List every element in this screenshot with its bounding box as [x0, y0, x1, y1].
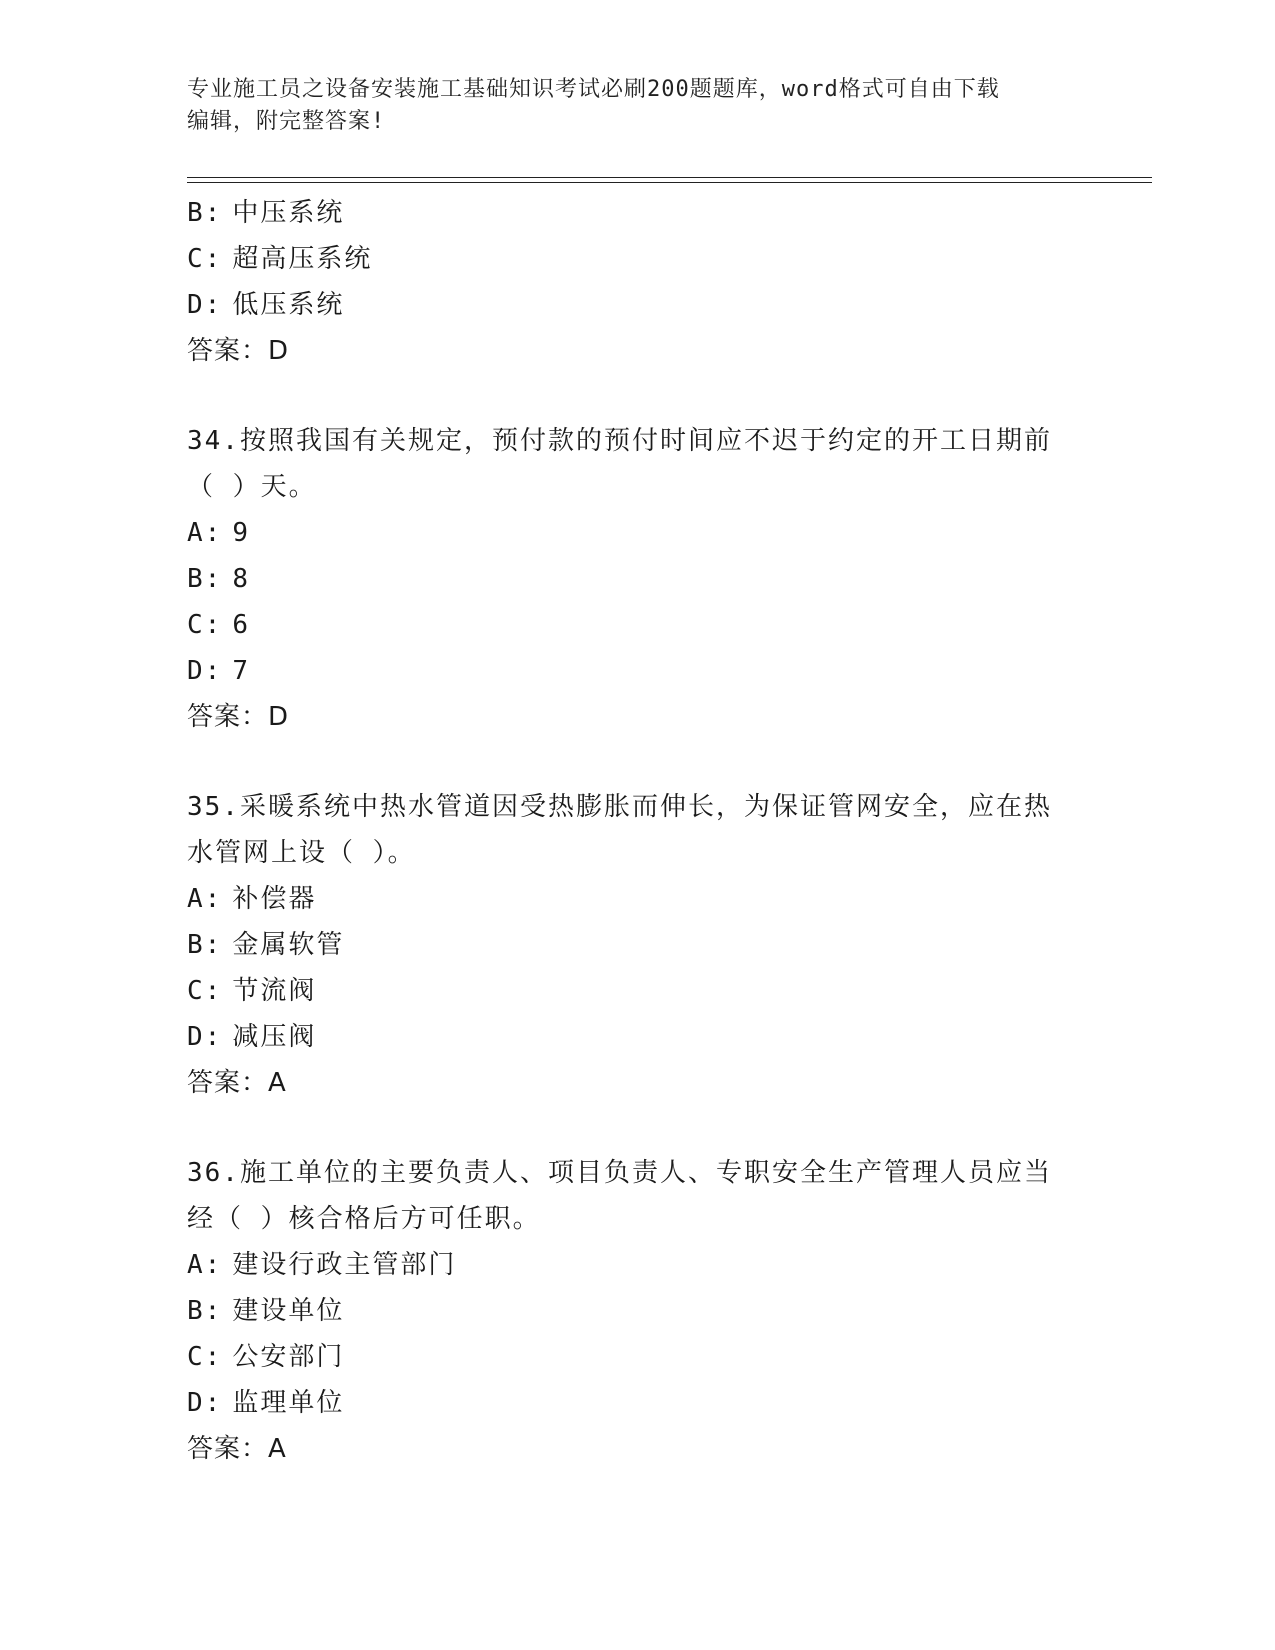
answer: 答案：D: [187, 336, 290, 366]
header-line-1: 专业施工员之设备安装施工基础知识考试必刷200题题库，word格式可自由下载: [187, 77, 1000, 102]
option-b: B: 中压系统: [187, 198, 345, 228]
option-c: C: 6: [187, 610, 250, 640]
answer: 答案：D: [187, 702, 290, 732]
question-34: [187, 418, 1087, 740]
option-d: D: 低压系统: [187, 290, 345, 320]
document-header: [187, 74, 1067, 138]
question-text-line-2: （ ）天。: [187, 472, 317, 502]
option-b: B: 8: [187, 564, 250, 594]
question-text-line-1: 34.按照我国有关规定，预付款的预付时间应不迟于约定的开工日期前: [187, 426, 1052, 456]
question-text-line-1: 36.施工单位的主要负责人、项目负责人、专职安全生产管理人员应当: [187, 1158, 1052, 1188]
question-text-line-1: 35.采暖系统中热水管道因受热膨胀而伸长，为保证管网安全，应在热: [187, 792, 1052, 822]
header-divider-bottom: [187, 182, 1152, 183]
question-35: [187, 784, 1087, 1106]
option-c: C: 公安部门: [187, 1342, 345, 1372]
header-divider-top: [187, 177, 1152, 178]
option-d: D: 监理单位: [187, 1388, 345, 1418]
question-list: [187, 190, 1087, 1472]
question-33-tail: [187, 190, 1087, 374]
option-b: B: 金属软管: [187, 930, 345, 960]
option-a: A: 补偿器: [187, 884, 317, 914]
option-d: D: 减压阀: [187, 1022, 317, 1052]
answer: 答案：A: [187, 1068, 287, 1098]
header-line-2: 编辑，附完整答案!: [187, 109, 386, 134]
option-c: C: 节流阀: [187, 976, 317, 1006]
option-c: C: 超高压系统: [187, 244, 373, 274]
question-text-line-2: 经（ ）核合格后方可任职。: [187, 1204, 541, 1234]
option-b: B: 建设单位: [187, 1296, 345, 1326]
option-a: A: 建设行政主管部门: [187, 1250, 457, 1280]
option-a: A: 9: [187, 518, 250, 548]
question-36: [187, 1150, 1087, 1472]
option-d: D: 7: [187, 656, 250, 686]
answer: 答案：A: [187, 1434, 287, 1464]
question-text-line-2: 水管网上设（ ）。: [187, 838, 416, 868]
